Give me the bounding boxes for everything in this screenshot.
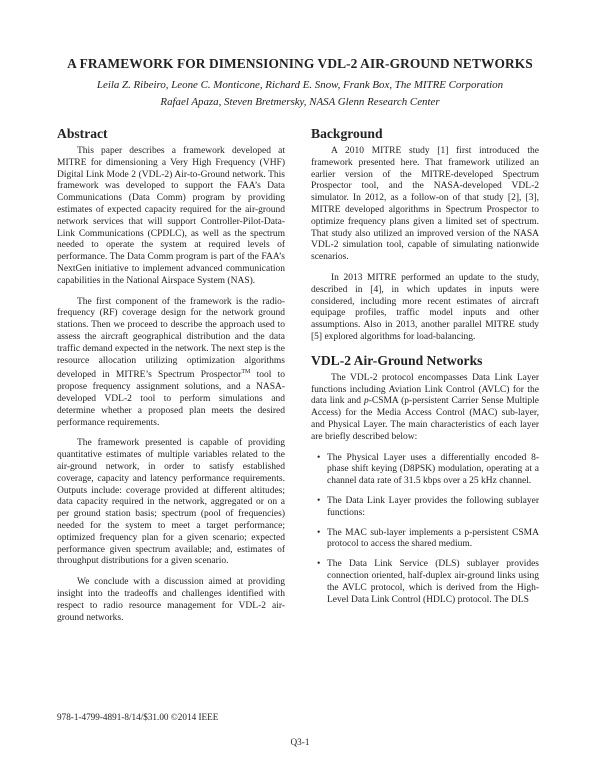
background-paragraph-2: In 2013 MITRE performed an update to the study, described in [4], in which updates in inputs were considered, including more recent estimates of aircraft equipage profiles, traffic model inputs and other assumptions. Also in 2013, another parallel MITRE study [5] explored algorithms for load-balancing. xyxy=(311,272,539,342)
vdl-paragraph-1: The VDL-2 protocol encompasses Data Link Layer functions including Aviation Link Control (AVLC) for the data link and p-CSMA (p-persistent Carrier Sense Multiple Access) for the Media Access Control (MAC) sub-layer, and Physical Layer. The main characteristics of each layer are briefly described below: xyxy=(311,372,539,442)
abstract-paragraph-3: The framework presented is capable of providing quantitative estimates of multiple variables related to the air-ground network, in order to satisfy established coverage, capacity and latency performance requirements. Outputs include: coverage provided at different altitudes; data capacity required in the network, aggregated or on a per ground station basis; spectrum (pool of frequencies) needed for the system to meet a target performance; optimized frequency plan for a given scenario; expected performance given spectrum available; and, estimates of throughput distributions for a given scenario. xyxy=(57,438,285,567)
right-column xyxy=(311,126,539,614)
vdl-bullet-list xyxy=(311,453,539,607)
vdl-heading: VDL-2 Air-Ground Networks xyxy=(311,352,483,368)
abstract-paragraph-1: This paper describes a framework developed at MITRE for dimensioning a Very High Frequency (VHF) Digital Link Mode 2 (VDL-2) Air-to-Ground network. This framework was developed to support the FAA’s Data Communications (Data Comm) program by providing estimates of expected capacity required for the air-ground network services that will support Controller-Pilot-Data-Link Communications (CPDLC), as well as the spectrum needed to operate the system at required levels of performance. The Data Comm program is part of the FAA’s NextGen initiative to implement advanced communication capabilities in the National Airspace System (NAS). xyxy=(57,146,285,286)
list-item: • The Data Link Layer provides the following sublayer functions: xyxy=(317,495,539,518)
list-item: • The Data Link Service (DLS) sublayer provides connection oriented, half-duplex air-ground links using the AVLC protocol, which is derived from the High-Level Data Link Control (HDLC) protocol. The DLS xyxy=(317,559,539,605)
abstract-paragraph-2: The first component of the framework is the radio-frequency (RF) coverage design for the network ground stations. Then we proceed to describe the approach used to assess the aircraft geographical distribution and the data traffic demand expected in the network. The next step is the resource allocation utilizing optimization algorithms developed in MITRE’s Spectrum Prospector™ tool to propose frequency assignment solutions, and a NASA-developed VDL-2 tool to perform simulations and determine whether a proposed plan meets the desired performance requirements. xyxy=(57,296,286,428)
abstract-heading: Abstract xyxy=(57,126,108,141)
author-block xyxy=(0,77,600,111)
abstract-paragraph-4: We conclude with a discussion aimed at providing insight into the tradeoffs and challenges identified with respect to radio resource management for VDL-2 air-ground networks. xyxy=(57,577,285,623)
left-column xyxy=(57,126,285,633)
bullet-icon: • xyxy=(317,452,321,463)
paper-title: A FRAMEWORK FOR DIMENSIONING VDL-2 AIR-GROUND NETWORKS xyxy=(67,56,533,71)
bullet-icon: • xyxy=(317,527,321,538)
trademark-superscript: TM xyxy=(241,369,251,376)
page-number: Q3-1 xyxy=(290,737,310,747)
background-heading: Background xyxy=(311,126,383,141)
bullet-icon: • xyxy=(317,559,321,570)
authors-nasa: Rafael Apaza, Steven Bretmersky, NASA Glenn Research Center xyxy=(160,96,440,108)
authors-mitre: Leila Z. Ribeiro, Leone C. Monticone, Richard E. Snow, Frank Box, The MITRE Corporation xyxy=(96,79,504,91)
background-paragraph-1: A 2010 MITRE study [1] first introduced the framework presented here. That framework utilized an earlier version of the MITRE-developed Spectrum Prospector tool, and the NASA-developed VDL-2 simulator. In 2012, as a follow-on of that study [2], [3], MITRE developed algorithms in Spectrum Prospector to optimize frequency plans given a limited set of spectrum. That study also utilized an improved version of the NASA VDL-2 simulation tool, capable of simulating nationwide scenarios. xyxy=(311,146,539,263)
copyright-line: 978-1-4799-4891-8/14/$31.00 ©2014 IEEE xyxy=(57,712,219,722)
bullet-icon: • xyxy=(317,495,321,506)
list-item: • The Physical Layer uses a differentially encoded 8-phase shift keying (D8PSK) modulation, operating at a channel data rate of 31.5 kbps over a 25 kHz channel. xyxy=(317,452,539,487)
list-item: • The MAC sub-layer implements a p-persistent CSMA protocol to access the shared medium. xyxy=(317,527,539,550)
